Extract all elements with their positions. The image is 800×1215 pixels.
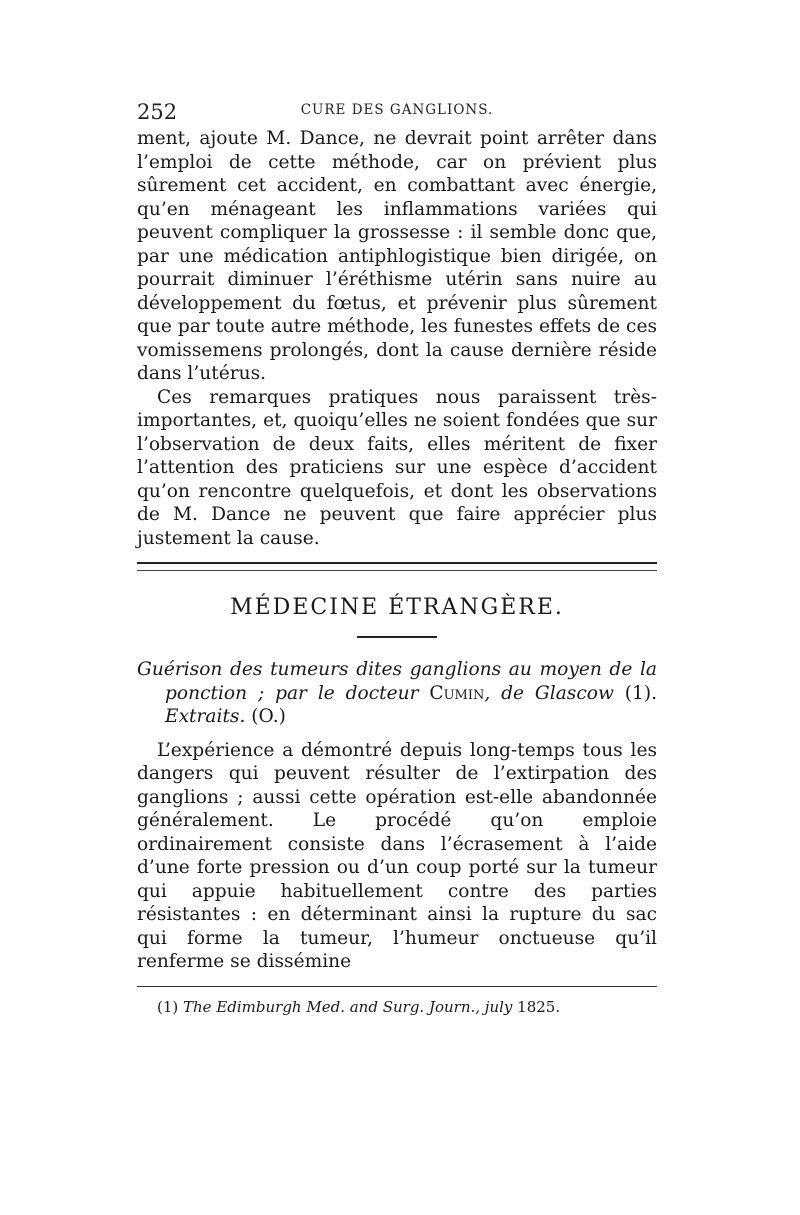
continuation-paragraph: ment, ajoute M. Dance, ne devrait point arrêter dans l’emploi de cette méthode, car on prévient plus sûrement cet accident, en combattant avec énergie, qu’en ménageant les inflammations variées qui peuvent compliquer la grossesse : il semble donc que, par une médication antiphlogistique bien dirigée, on pourrait diminuer l’éréthisme utérin sans nuire au développement du fœtus, et prévenir plus sûrement que par toute autre méthode, les funestes effets de ces vomissemens prolongés, dont la cause dernière réside dans l’utérus.	[137, 128, 657, 384]
page-number: 252	[137, 100, 178, 124]
footnote-year: 1825.	[517, 997, 561, 1016]
running-head	[137, 100, 657, 124]
section-title: MÉDECINE ÉTRANGÈRE.	[230, 595, 564, 620]
footnote-rule	[137, 986, 657, 987]
remarks-paragraph: Ces remarques pratiques nous paraissent très-importantes, et, quoiqu’elles ne soient fondées que sur l’observation de deux faits, elles méritent de fixer l’attention des praticiens sur une espèce d’accident qu’on rencontre quelquefois, et dont les observations de M. Dance ne peuvent que faire apprécier plus justement la cause.	[137, 386, 657, 549]
section-short-rule	[357, 636, 437, 638]
footnote-text: The Edimburgh Med. and Surg. Journ., july	[183, 997, 518, 1016]
section-double-rule	[137, 562, 657, 571]
article-title-part-2: , de Glascow	[484, 682, 625, 704]
article-tag: (O.)	[245, 706, 286, 727]
footnote-reference: (1).	[624, 682, 657, 704]
article-title-part-3: Extraits.	[165, 706, 246, 727]
running-title: CURE DES GANGLIONS.	[300, 102, 494, 118]
body-paragraph: L’expérience a démontré depuis long-temps tous les dangers qui peuvent résulter de l’extirpation des ganglions ; aussi cette opération est-elle abandonnée généralement. Le procédé qu’on emploie ordinairement consiste dans l’écrasement à l’aide d’une forte pression ou d’un coup porté sur la tumeur qui appuie habituellement contre des parties résistantes : en déterminant ainsi la rupture du sac qui forme la tumeur, l’humeur onctueuse qu’il renferme se dissémine	[137, 739, 657, 972]
article-author: Cumin	[429, 682, 485, 704]
article-title-part-1: Guérison des tumeurs dites ganglions au moyen de la ponction ; par le docteur	[137, 659, 657, 704]
footnote	[137, 997, 657, 1017]
article-heading	[137, 658, 657, 729]
text-column	[137, 100, 657, 1017]
footnote-marker: (1)	[157, 997, 184, 1016]
